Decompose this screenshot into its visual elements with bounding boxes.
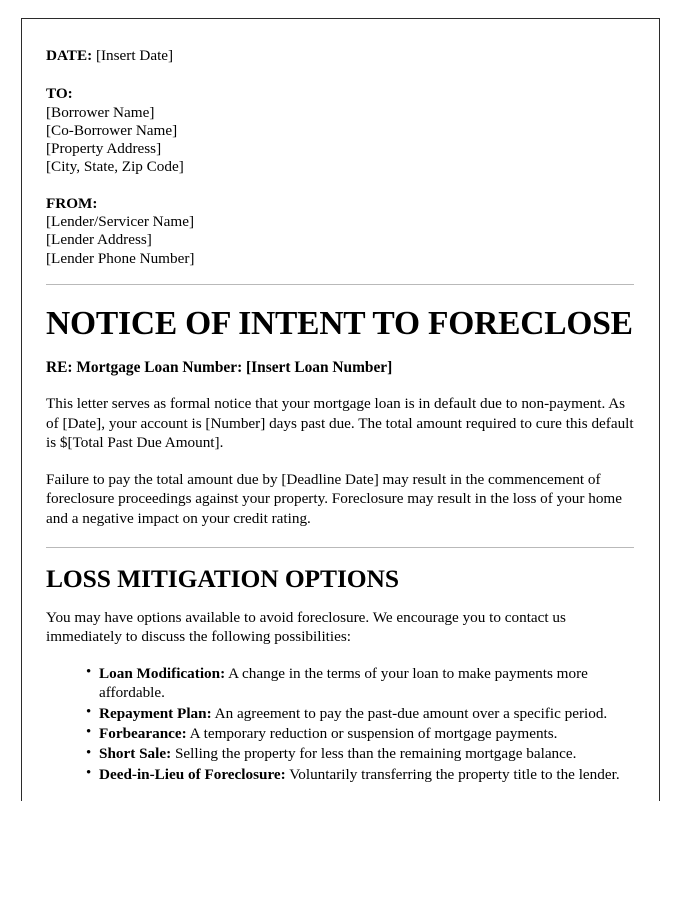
to-line-co-borrower-name: [Co-Borrower Name]	[46, 121, 178, 139]
page-title: NOTICE OF INTENT TO FORECLOSE	[46, 304, 633, 342]
option-description-loan-modification: A change in the terms of your loan to make payments more affordable.	[99, 664, 588, 702]
loss-mitigation-intro: You may have options available to avoid foreclosure. We encourage you to contact us immediately to discuss the following possibilities:	[46, 608, 566, 646]
loss-mitigation-options-list	[46, 664, 634, 784]
date-block	[46, 47, 634, 65]
list-item	[86, 724, 634, 743]
loss-mitigation-heading: LOSS MITIGATION OPTIONS	[46, 563, 399, 593]
foreclosure-warning-paragraph: Failure to pay the total amount due by [Deadline Date] may result in the commencement of foreclosure proceedings against your property. Foreclosure may result in the loss of your home and a negative impact on your credit rating.	[46, 470, 622, 527]
default-notice-paragraph: This letter serves as formal notice that your mortgage loan is in default due to non-payment. As of [Date], your account is [Number] days past due. The total amount required to cure this default is $[Total Past Due Amount].	[46, 394, 634, 452]
loan-reference-line: RE: Mortgage Loan Number: [Insert Loan Number]	[46, 358, 393, 376]
document-body	[22, 19, 659, 784]
option-description-short-sale: Selling the property for less than the remaining mortgage balance.	[171, 745, 577, 763]
header-divider	[46, 284, 634, 285]
list-item	[86, 744, 634, 763]
to-line-property-address: [Property Address]	[46, 140, 162, 158]
to-line-borrower-name: [Borrower Name]	[46, 103, 155, 121]
option-term-loan-modification: Loan Modification:	[99, 664, 226, 682]
option-term-short-sale: Short Sale:	[99, 745, 172, 763]
option-description-repayment-plan: An agreement to pay the past-due amount over a specific period.	[211, 704, 608, 722]
from-label: FROM:	[46, 194, 98, 212]
from-line-lender-phone: [Lender Phone Number]	[46, 249, 195, 267]
date-value: [Insert Date]	[95, 47, 174, 64]
section-divider	[46, 547, 634, 548]
list-item	[86, 765, 634, 784]
document-page	[21, 18, 660, 801]
option-term-repayment-plan: Repayment Plan:	[99, 704, 212, 722]
from-line-lender-name: [Lender/Servicer Name]	[46, 213, 194, 231]
option-term-forbearance: Forbearance:	[99, 724, 187, 742]
option-term-deed-in-lieu: Deed-in-Lieu of Foreclosure:	[99, 765, 286, 783]
sender-block	[46, 195, 634, 268]
option-description-forbearance: A temporary reduction or suspension of mortgage payments.	[186, 724, 558, 742]
list-item	[86, 664, 634, 703]
to-label: TO:	[46, 85, 73, 103]
recipient-block	[46, 85, 634, 176]
to-line-city-state-zip: [City, State, Zip Code]	[46, 158, 184, 176]
date-label: DATE:	[46, 47, 93, 64]
list-item	[86, 704, 634, 723]
option-description-deed-in-lieu: Voluntarily transferring the property title to the lender.	[285, 765, 620, 783]
from-line-lender-address: [Lender Address]	[46, 231, 152, 249]
